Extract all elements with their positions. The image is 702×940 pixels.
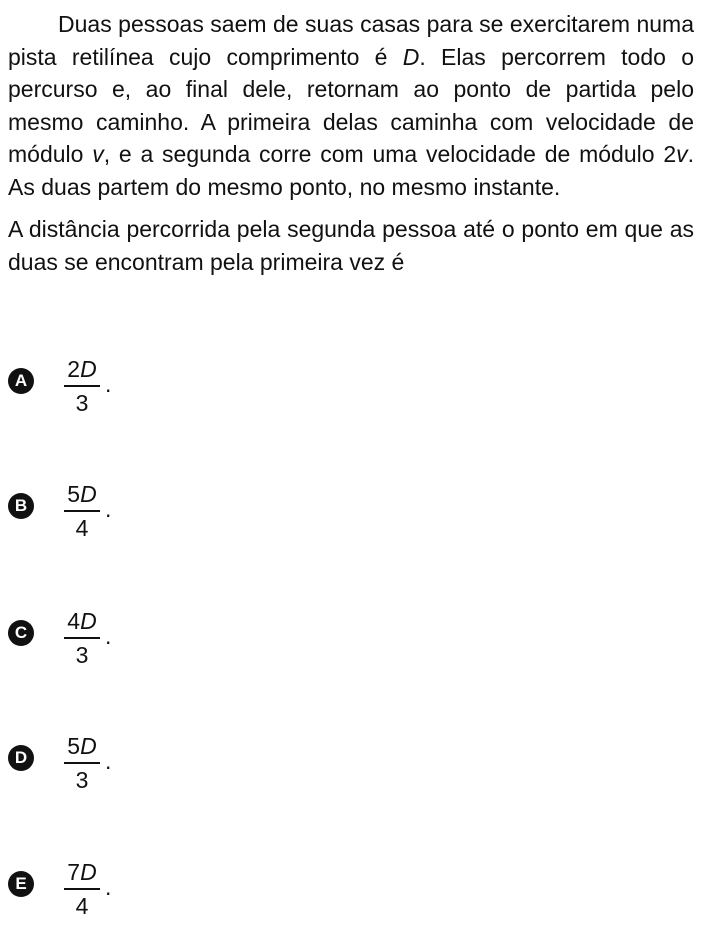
option-letter-badge: D (8, 745, 34, 771)
option-e[interactable] (8, 858, 308, 928)
variable-v: v (676, 141, 688, 167)
question-paragraph-2: A distância percorrida pela segunda pessoa até o ponto em que as duas se encontram pela primeira vez é (8, 216, 694, 275)
variable-D: D (402, 43, 420, 70)
option-a[interactable] (8, 355, 308, 425)
option-fraction: 5D 4 (63, 480, 101, 542)
option-period: . (105, 623, 112, 649)
option-period: . (105, 748, 112, 774)
option-letter-badge: B (8, 493, 34, 519)
question-paragraph-1: Duas pessoas saem de suas casas para se exercitarem numa pista retilínea cujo comprimento é D. Elas percorrem todo o percurso e, ao final dele, retornam ao ponto de partida pelo mesmo caminho. A primeira delas caminha com velocidade de módulo v, e a segunda corre com uma velocidade de módulo 2v. As duas partem do mesmo ponto, no mesmo instante. (8, 11, 694, 200)
option-fraction: 4D 3 (63, 607, 101, 669)
question-statement (8, 8, 694, 278)
fraction-bar (64, 510, 100, 512)
option-fraction: 5D 3 (63, 732, 101, 794)
option-b[interactable] (8, 480, 308, 550)
fraction-bar (64, 888, 100, 890)
fraction-bar (64, 762, 100, 764)
option-letter-badge: C (8, 620, 34, 646)
option-period: . (105, 496, 112, 522)
option-letter-badge: E (8, 871, 34, 897)
option-fraction: 7D 4 (63, 858, 101, 920)
option-letter-badge: A (8, 368, 34, 394)
variable-v: v (92, 141, 104, 167)
option-c[interactable] (8, 607, 308, 677)
fraction-bar (64, 385, 100, 387)
option-fraction: 2D 3 (63, 355, 101, 417)
fraction-bar (64, 637, 100, 639)
option-period: . (105, 874, 112, 900)
option-d[interactable] (8, 732, 308, 802)
option-period: . (105, 371, 112, 397)
